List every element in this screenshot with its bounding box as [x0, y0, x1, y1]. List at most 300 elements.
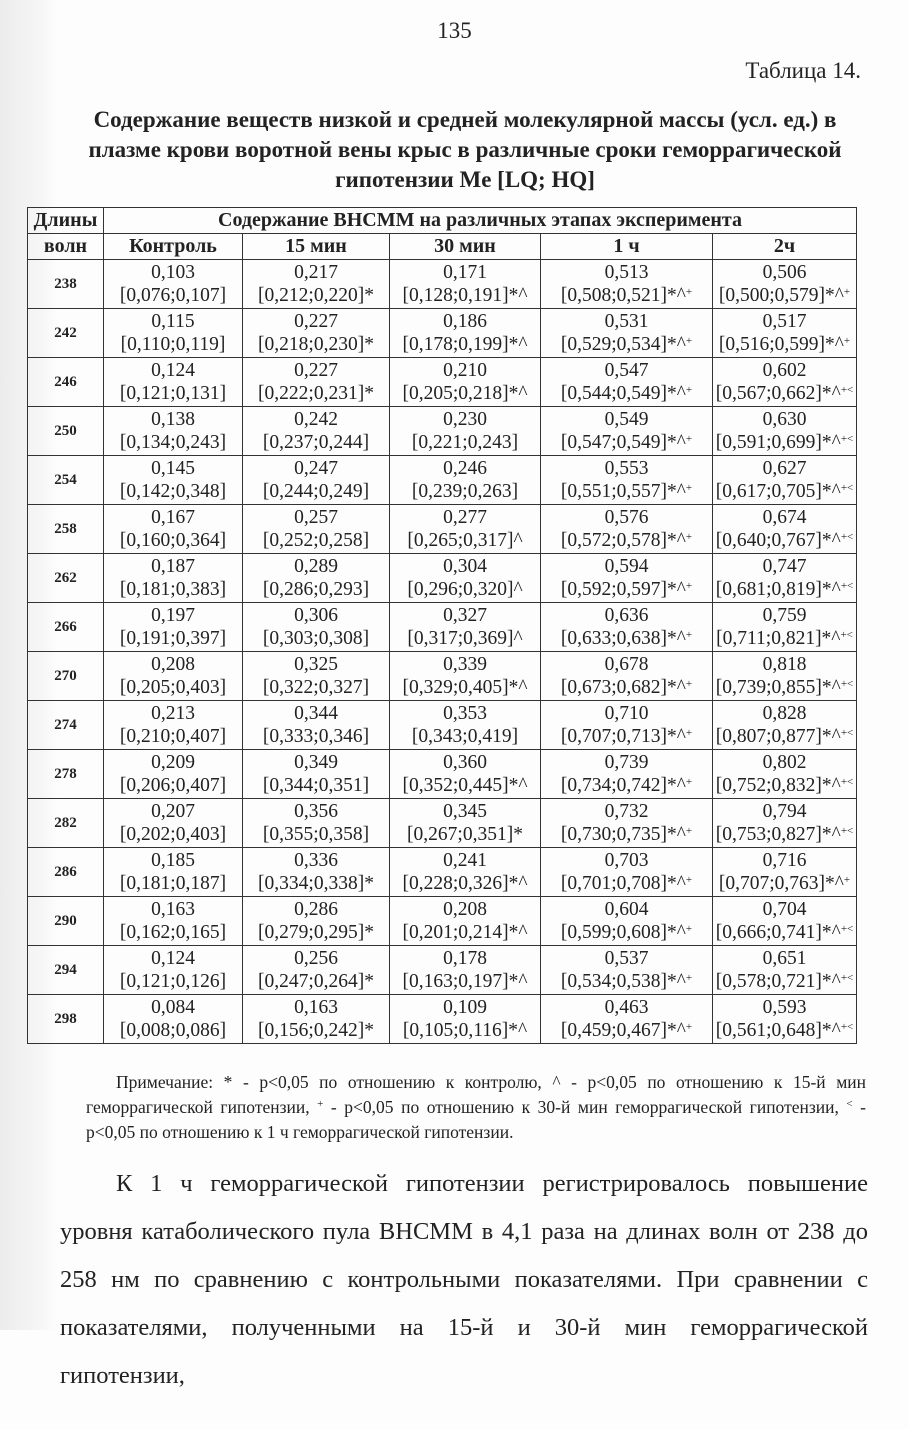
wavelength-cell: 298: [28, 995, 104, 1044]
quartile-range-text: [0,459;0,467]*^: [560, 1020, 686, 1041]
value-cell: [104, 946, 243, 995]
value-cell: [243, 995, 390, 1044]
value-cell: [541, 799, 713, 848]
wavelength-cell: 286: [28, 848, 104, 897]
value-cell: [541, 505, 713, 554]
note-text-2: - р<0,05 по отношению к 30-й мин геморрагической гипотензии,: [323, 1097, 847, 1117]
quartile-range: [390, 627, 540, 650]
value-cell: [713, 652, 857, 701]
quartile-range: [713, 676, 856, 699]
value-cell: [541, 701, 713, 750]
median-value: 0,171: [443, 262, 487, 283]
median-value: 0,138: [151, 409, 195, 430]
median-value: 0,124: [151, 360, 195, 381]
quartile-range: [243, 823, 389, 846]
quartile-range: [541, 284, 712, 307]
note-sup-plus: +: [317, 1098, 324, 1110]
value-cell: [243, 358, 390, 407]
quartile-range-text: [0,734;0,742]*^: [560, 775, 686, 796]
value-cell: [390, 848, 541, 897]
quartile-range: [713, 431, 856, 454]
median-value: 0,553: [604, 458, 649, 479]
quartile-range: [713, 284, 856, 307]
significance-marker: +: [685, 874, 693, 886]
wavelength-cell: 254: [28, 456, 104, 505]
column-header: 15 мин: [243, 234, 390, 260]
median-value: 0,187: [151, 556, 195, 577]
value-cell: [713, 407, 857, 456]
value-cell: [713, 456, 857, 505]
median-value: 0,636: [604, 605, 649, 626]
quartile-range: [390, 382, 540, 405]
quartile-range: [104, 1019, 242, 1042]
value-cell: [243, 456, 390, 505]
value-cell: [243, 554, 390, 603]
value-cell: [541, 995, 713, 1044]
significance-marker: +: [843, 286, 851, 298]
quartile-range-text: [0,551;0,557]*^: [560, 481, 686, 502]
median-value: 0,286: [294, 899, 338, 920]
quartile-range: [104, 970, 242, 993]
table-row: [28, 456, 857, 505]
quartile-range-text: [0,008;0,086]: [119, 1020, 227, 1041]
value-cell: [243, 701, 390, 750]
quartile-range: [541, 529, 712, 552]
quartile-range-text: [0,210;0,407]: [119, 726, 227, 747]
wavelength-cell: 290: [28, 897, 104, 946]
median-value: 0,818: [762, 654, 807, 675]
median-value: 0,145: [151, 458, 195, 479]
wavelength-cell: 250: [28, 407, 104, 456]
quartile-range: [541, 480, 712, 503]
value-cell: [713, 358, 857, 407]
quartile-range-text: [0,707;0,763]*^: [718, 873, 844, 894]
quartile-range: [243, 921, 389, 944]
table-row: [28, 407, 857, 456]
median-value: 0,704: [762, 899, 807, 920]
value-cell: [713, 309, 857, 358]
quartile-range-text: [0,265;0,317]^: [407, 530, 523, 551]
quartile-range: [541, 431, 712, 454]
value-cell: [713, 603, 857, 652]
significance-marker: +<: [840, 727, 854, 739]
table-row: [28, 554, 857, 603]
median-value: 0,594: [604, 556, 649, 577]
quartile-range: [243, 284, 389, 307]
median-value: 0,163: [151, 899, 195, 920]
median-value: 0,531: [604, 311, 649, 332]
wavelength-cell: 262: [28, 554, 104, 603]
value-cell: [104, 309, 243, 358]
value-cell: [243, 897, 390, 946]
significance-marker: +<: [840, 629, 853, 641]
quartile-range-text: [0,544;0,549]*^: [560, 383, 686, 404]
quartile-range: [713, 921, 856, 944]
significance-marker: +: [685, 727, 693, 739]
significance-marker: +<: [840, 923, 854, 935]
quartile-range-text: [0,205;0,403]: [119, 677, 227, 698]
value-cell: [713, 750, 857, 799]
quartile-range: [713, 774, 856, 797]
value-cell: [713, 701, 857, 750]
quartile-range: [104, 627, 242, 650]
quartile-range-text: [0,076;0,107]: [119, 285, 227, 306]
value-cell: [390, 505, 541, 554]
quartile-range-text: [0,142;0,348]: [119, 481, 227, 502]
quartile-range-text: [0,239;0,263]: [411, 481, 519, 502]
value-cell: [390, 701, 541, 750]
quartile-range: [104, 921, 242, 944]
significance-marker: +: [685, 678, 693, 690]
value-cell: [390, 897, 541, 946]
median-value: 0,344: [294, 703, 338, 724]
median-value: 0,109: [443, 997, 487, 1018]
significance-marker: +<: [840, 825, 854, 837]
value-cell: [713, 260, 857, 309]
quartile-range-text: [0,201;0,214]*^: [402, 922, 528, 943]
wavelength-header: Длины: [28, 208, 104, 234]
median-value: 0,651: [762, 948, 807, 969]
quartile-range-text: [0,547;0,549]*^: [560, 432, 686, 453]
quartile-range: [713, 1019, 856, 1042]
quartile-range-text: [0,237;0,244]: [262, 432, 370, 453]
quartile-range-text: [0,352;0,445]*^: [402, 775, 528, 796]
value-cell: [243, 946, 390, 995]
quartile-range: [104, 774, 242, 797]
quartile-range: [104, 431, 242, 454]
value-cell: [390, 946, 541, 995]
value-cell: [713, 505, 857, 554]
quartile-range-text: [0,730;0,735]*^: [560, 824, 686, 845]
quartile-range-text: [0,178;0,199]*^: [402, 334, 528, 355]
median-value: 0,576: [604, 507, 649, 528]
significance-marker: +: [685, 923, 693, 935]
median-value: 0,103: [151, 262, 195, 283]
significance-marker: +: [685, 972, 693, 984]
median-value: 0,739: [604, 752, 649, 773]
quartile-range: [104, 872, 242, 895]
significance-marker: +: [843, 874, 851, 886]
median-value: 0,178: [443, 948, 487, 969]
quartile-range-text: [0,222;0,231]*: [258, 383, 374, 404]
table-row: [28, 309, 857, 358]
median-value: 0,630: [762, 409, 807, 430]
wavelength-cell: 266: [28, 603, 104, 652]
median-value: 0,257: [294, 507, 338, 528]
significance-marker: +<: [840, 433, 854, 445]
quartile-range-text: [0,516;0,599]*^: [718, 334, 844, 355]
quartile-range-text: [0,279;0,295]*: [258, 922, 374, 943]
quartile-range-text: [0,105;0,116]*^: [402, 1020, 528, 1041]
value-cell: [713, 995, 857, 1044]
value-cell: [104, 995, 243, 1044]
value-cell: [541, 897, 713, 946]
quartile-range-text: [0,247;0,264]*: [258, 971, 374, 992]
value-cell: [390, 456, 541, 505]
quartile-range-text: [0,191;0,397]: [119, 628, 227, 649]
quartile-range: [541, 872, 712, 895]
value-cell: [390, 750, 541, 799]
significance-marker: +: [685, 482, 693, 494]
value-cell: [104, 603, 243, 652]
wavelength-cell: 258: [28, 505, 104, 554]
value-cell: [390, 799, 541, 848]
median-value: 0,247: [294, 458, 338, 479]
value-cell: [104, 799, 243, 848]
value-cell: [104, 701, 243, 750]
quartile-range: [390, 725, 540, 748]
quartile-range: [243, 774, 389, 797]
median-value: 0,209: [151, 752, 195, 773]
quartile-range-text: [0,333;0,346]: [262, 726, 370, 747]
median-value: 0,208: [151, 654, 195, 675]
quartile-range-text: [0,202;0,403]: [119, 824, 227, 845]
quartile-range: [541, 1019, 712, 1042]
quartile-range-text: [0,110;0,119]: [120, 334, 226, 355]
quartile-range-text: [0,807;0,877]*^: [715, 726, 841, 747]
quartile-range-text: [0,666;0,741]*^: [715, 922, 841, 943]
quartile-range-text: [0,701;0,708]*^: [560, 873, 686, 894]
quartile-range-text: [0,752;0,832]*^: [715, 775, 841, 796]
median-value: 0,604: [604, 899, 649, 920]
table-row: [28, 848, 857, 897]
quartile-range: [243, 578, 389, 601]
median-value: 0,115: [151, 311, 195, 332]
table-row: [28, 505, 857, 554]
quartile-range-text: [0,134;0,243]: [119, 432, 227, 453]
median-value: 0,703: [604, 850, 649, 871]
median-value: 0,306: [294, 605, 338, 626]
quartile-range-text: [0,707;0,713]*^: [560, 726, 686, 747]
quartile-range-text: [0,673;0,682]*^: [560, 677, 686, 698]
quartile-range: [390, 529, 540, 552]
median-value: 0,227: [294, 360, 338, 381]
quartile-range: [390, 333, 540, 356]
table-row: [28, 358, 857, 407]
quartile-range: [713, 872, 856, 895]
quartile-range: [104, 725, 242, 748]
quartile-range-text: [0,181;0,187]: [119, 873, 227, 894]
quartile-range: [104, 382, 242, 405]
median-value: 0,627: [762, 458, 807, 479]
table-row: [28, 750, 857, 799]
value-cell: [104, 554, 243, 603]
quartile-range: [243, 1019, 389, 1042]
median-value: 0,349: [294, 752, 338, 773]
wavelength-cell: 294: [28, 946, 104, 995]
median-value: 0,246: [443, 458, 487, 479]
quartile-range: [713, 382, 856, 405]
value-cell: [104, 750, 243, 799]
median-value: 0,802: [762, 752, 807, 773]
quartile-range-text: [0,534;0,538]*^: [560, 971, 686, 992]
significance-marker: +: [685, 776, 693, 788]
quartile-range-text: [0,334;0,338]*: [258, 873, 374, 894]
quartile-range-text: [0,303;0,308]: [262, 628, 370, 649]
quartile-range: [243, 627, 389, 650]
quartile-range-text: [0,681;0,819]*^: [715, 579, 841, 600]
median-value: 0,506: [762, 262, 807, 283]
quartile-range-text: [0,128;0,191]*^: [402, 285, 528, 306]
quartile-range: [243, 382, 389, 405]
value-cell: [243, 652, 390, 701]
quartile-range-text: [0,329;0,405]*^: [402, 677, 528, 698]
quartile-range-text: [0,156;0,242]*: [258, 1020, 374, 1041]
quartile-range: [541, 578, 712, 601]
value-cell: [390, 309, 541, 358]
value-cell: [541, 946, 713, 995]
median-value: 0,674: [762, 507, 807, 528]
quartile-range-text: [0,162;0,165]: [119, 922, 227, 943]
quartile-range-text: [0,218;0,230]*: [258, 334, 374, 355]
value-cell: [104, 652, 243, 701]
quartile-range-text: [0,711;0,821]*^: [716, 628, 841, 649]
median-value: 0,593: [762, 997, 807, 1018]
median-value: 0,549: [604, 409, 649, 430]
quartile-range: [541, 774, 712, 797]
quartile-range-text: [0,344;0,351]: [262, 775, 370, 796]
quartile-range: [390, 823, 540, 846]
value-cell: [713, 799, 857, 848]
value-cell: [713, 946, 857, 995]
wavelength-cell: 274: [28, 701, 104, 750]
table-note: [86, 1070, 866, 1145]
quartile-range: [541, 333, 712, 356]
median-value: 0,747: [762, 556, 807, 577]
body-paragraph-text: К 1 ч геморрагической гипотензии регистрировалось повышение уровня катаболического пула ВНСММ в 4,1 раза на длинах волн от 238 до 258 нм по сравнению с контрольными показателями. При сравнении с показателями, полученными на 15-й и 30-й мин геморрагической гипотензии,: [60, 1170, 868, 1389]
value-cell: [243, 309, 390, 358]
note-text-3: - р<0,05 по отношению к 1 ч геморрагической гипотензии.: [86, 1097, 867, 1142]
significance-marker: +<: [840, 482, 854, 494]
column-header: 1 ч: [541, 234, 713, 260]
quartile-range: [390, 921, 540, 944]
quartile-range: [713, 529, 856, 552]
significance-marker: +<: [840, 1021, 854, 1033]
quartile-range: [104, 676, 242, 699]
median-value: 0,710: [604, 703, 649, 724]
wavelength-cell: 242: [28, 309, 104, 358]
quartile-range: [104, 823, 242, 846]
value-cell: [390, 260, 541, 309]
value-cell: [390, 995, 541, 1044]
significance-marker: +: [685, 1021, 693, 1033]
quartile-range: [390, 284, 540, 307]
quartile-range: [104, 284, 242, 307]
table-row: [28, 995, 857, 1044]
value-cell: [243, 799, 390, 848]
value-cell: [541, 603, 713, 652]
quartile-range: [390, 578, 540, 601]
data-table: [27, 207, 857, 1044]
quartile-range: [243, 676, 389, 699]
median-value: 0,517: [762, 311, 807, 332]
median-value: 0,163: [294, 997, 338, 1018]
quartile-range: [713, 725, 856, 748]
quartile-range-text: [0,572;0,578]*^: [560, 530, 686, 551]
quartile-range: [104, 333, 242, 356]
quartile-range-text: [0,355;0,358]: [262, 824, 370, 845]
median-value: 0,227: [294, 311, 338, 332]
value-cell: [243, 848, 390, 897]
median-value: 0,716: [762, 850, 807, 871]
significance-marker: +<: [840, 972, 854, 984]
median-value: 0,207: [151, 801, 195, 822]
quartile-range: [390, 480, 540, 503]
group-header: Содержание ВНСММ на различных этапах эксперимента: [104, 208, 857, 234]
note-sup-lt: <: [846, 1098, 853, 1110]
quartile-range-text: [0,617;0,705]*^: [715, 481, 841, 502]
quartile-range-text: [0,592;0,597]*^: [560, 579, 686, 600]
quartile-range: [541, 676, 712, 699]
quartile-range-text: [0,500;0,579]*^: [718, 285, 844, 306]
value-cell: [541, 309, 713, 358]
quartile-range-text: [0,252;0,258]: [262, 530, 370, 551]
median-value: 0,197: [151, 605, 195, 626]
table-row: [28, 260, 857, 309]
significance-marker: +: [685, 335, 693, 347]
value-cell: [243, 260, 390, 309]
quartile-range-text: [0,578;0,721]*^: [715, 971, 841, 992]
median-value: 0,732: [604, 801, 649, 822]
value-cell: [541, 848, 713, 897]
table-row: [28, 799, 857, 848]
quartile-range-text: [0,244;0,249]: [262, 481, 370, 502]
quartile-range: [390, 676, 540, 699]
value-cell: [390, 407, 541, 456]
value-cell: [541, 407, 713, 456]
quartile-range: [713, 578, 856, 601]
quartile-range: [243, 333, 389, 356]
wavelength-header-unit: волн: [28, 234, 104, 260]
value-cell: [104, 358, 243, 407]
wavelength-cell: 238: [28, 260, 104, 309]
quartile-range: [713, 627, 856, 650]
table-row: [28, 652, 857, 701]
body-paragraph: [60, 1160, 868, 1400]
value-cell: [243, 603, 390, 652]
median-value: 0,547: [604, 360, 649, 381]
median-value: 0,186: [443, 311, 487, 332]
value-cell: [541, 358, 713, 407]
wavelength-cell: 282: [28, 799, 104, 848]
value-cell: [243, 750, 390, 799]
median-value: 0,513: [604, 262, 649, 283]
quartile-range: [541, 823, 712, 846]
quartile-range-text: [0,567;0,662]*^: [715, 383, 841, 404]
value-cell: [713, 554, 857, 603]
median-value: 0,289: [294, 556, 338, 577]
table-row: [28, 603, 857, 652]
significance-marker: +<: [840, 678, 854, 690]
quartile-range: [243, 970, 389, 993]
quartile-range: [390, 774, 540, 797]
quartile-range-text: [0,163;0,197]*^: [402, 971, 528, 992]
value-cell: [104, 848, 243, 897]
significance-marker: +: [685, 531, 693, 543]
value-cell: [104, 260, 243, 309]
value-cell: [390, 554, 541, 603]
median-value: 0,678: [604, 654, 649, 675]
quartile-range: [541, 382, 712, 405]
quartile-range-text: [0,212;0,220]*: [258, 285, 374, 306]
quartile-range-text: [0,121;0,131]: [119, 383, 227, 404]
table-row: [28, 701, 857, 750]
value-cell: [541, 750, 713, 799]
quartile-range: [713, 333, 856, 356]
median-value: 0,537: [604, 948, 649, 969]
table-title: Содержание веществ низкой и средней молекулярной массы (усл. ед.) в плазме крови воротной вены крыс в различные сроки геморрагической гипотензии Me [LQ; HQ]: [88, 107, 842, 192]
quartile-range: [243, 872, 389, 895]
